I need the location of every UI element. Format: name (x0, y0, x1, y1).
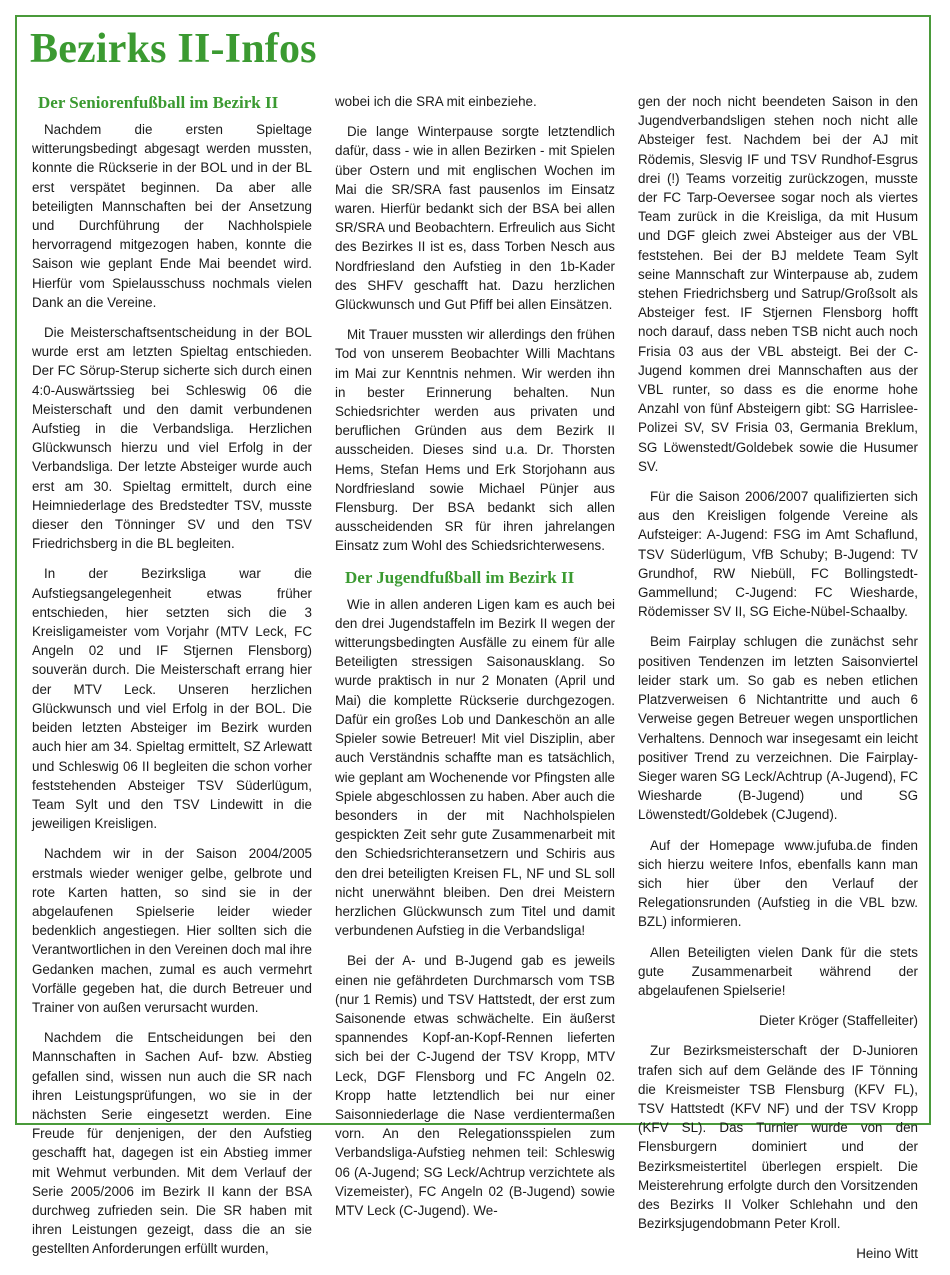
paragraph: Beim Fairplay schlugen die zunächst sehr positiven Tendenzen im letzten Saisonviertel leider stark um. So gab es neben etlichen Platzverweisen 6 Nichtantritte und auch 6 Verweise gegen Betreuer wegen unsportlichen Verhaltens. Dennoch war insegesamt ein leicht positiver Trend zu verzeichnen. Die Fairplay-Sieger waren SG Leck/Achtrup (A-Jugend), FC Wiesharde (B-Jugend) und SG Löwenstedt/Goldebek (CJugend). (638, 634, 918, 823)
paragraph: Bei der A- und B-Jugend gab es jeweils einen nie gefährdeten Durchmarsch vom TSB (nur 1 Remis) und TSV Hattstedt, der erst zum Saisonende etwas schwächelte. Ein äußerst spannendes Kopf-an-Kopf-Rennen lieferten sich bei der C-Jugend der TSV Kropp, MTV Leck, DGF Flensborg und FC Angeln 02. Kropp hatte letztendlich bei nur einer Saisonniederlage die Nase verdientermaßen vorn. An den Relegationsspielen zum Verbandsliga-Aufstieg nehmen teil: Schleswig 06 (A-Jugend; SG Leck/Achtrup verzichtete als Vizemeister), FC Angeln 02 (B-Jugend) sowie MTV Leck (C-Jugend). We- (335, 953, 615, 1218)
paragraph: Die lange Winterpause sorgte letztendlich dafür, dass - wie in allen Bezirken - mit Spielen über Ostern und mit englischen Wochen im Mai die SR/SRA fast pausenlos im Einsatz waren. Hierfür bedankt sich der BSA bei allen SR/SRA und Beobachtern. Erfreulich aus Sicht des Bezirkes II ist es, dass Torben Nesch aus Nordfriesland den Aufstieg in den 1b-Kader des SHFV geschafft hat. Dazu herzlichen Glückwunsch und Gut Pfiff bei allen Einsätzen. (335, 124, 615, 313)
paragraph: Auf der Homepage www.jufuba.de finden sich hierzu weitere Infos, ebenfalls kann man sich hier über den Verlauf der Relegationsrunden (Aufstieg in die VBL bzw. BZL) informieren. (638, 837, 918, 930)
paragraph: Allen Beteiligten vielen Dank für die stets gute Zusammenarbeit während der abgelaufenen Spielserie! (638, 944, 918, 998)
column-2 (335, 92, 615, 1231)
page-title: Bezirks II-Infos (30, 26, 317, 72)
author-signature: Dieter Kröger (Staffelleiter) (758, 1013, 918, 1029)
section-heading-senioren: Der Seniorenfußball im Bezirk II (38, 93, 279, 112)
paragraph: Nachdem wir in der Saison 2004/2005 erstmals wieder weniger gelbe, gelbrote und rote Karten hatten, so sind sie in der abgelaufenen Spielserie leider wieder bedenklich angestiegen. Hier sollten sich die Verantwortlichen in den Vereinen doch mal ihre Gedanken machen, zumal es auch vermehrt Vorfälle gegeben hat, die durch Betreuer und Trainer von außen verursacht wurden. (32, 846, 312, 1015)
paragraph: In der Bezirksliga war die Aufstiegsangelegenheit etwas früher entschieden, hier setzten sich die 3 Kreisligameister vom Vorjahr (MTV Leck, FC Angeln 02 und IF Stjernen Flensborg) souverän durch. Die Meisterschaft errang hier der MTV Leck. Unseren herzlichen Glückwunsch und viel Erfolg in der BOL. Die beiden letzten Absteiger im Bezirk wurden auch hier am 34. Spieltag ermittelt, SZ Arlewatt und Schleswig 06 II begleiten die schon vorher feststehenden Absteiger TSV Süderlügum, Team Sylt und den TSV Lindewitt in die jeweiligen Kreisligen. (32, 566, 312, 832)
paragraph: wobei ich die SRA mit einbeziehe. (335, 94, 537, 109)
column-3 (638, 92, 918, 1275)
paragraph: gen der noch nicht beendeten Saison in den Jugendverbandsligen stehen noch nicht alle Absteiger fest. Nachdem bei der AJ mit Rödemis, Slesvig IF und TSV Rundhof-Esgrus drei (!) Teams vorzeitig zurückzogen, musste der FC Tarp-Oeversee sogar noch als viertes Team zurück in die Kreisliga, da mit Husum und DGF gleich zwei Absteiger aus der VBL feststehen. Bei der BJ meldete Team Sylt seine Mannschaft zur Winterpause ab, zudem stehen Friedrichsberg und Satrup/Großsolt als Absteiger fest. IF Stjernen Flensborg hofft noch darauf, dass neben TSB nicht auch noch Frisia 03 aus der VBL absteigt. Bei der C-Jugend kommen drei Mannschaften aus der VBL runter, so dass es die enorme hohe Anzahl von fünf Absteigern gibt: SG Harrislee-Polizei SV, SV Frisia 03, Germania Breklum, SG Löwenstedt/Goldebek sowie die Husumer SV. (638, 94, 918, 474)
paragraph: Wie in allen anderen Ligen kam es auch bei den drei Jugendstaffeln im Bezirk II wegen der witterungsbedingten Ausfälle zu einem für alle Beteiligten stressigen Saisonausklang. So wurde praktisch in nur 2 Monaten (April und Mai) die komplette Rückserie durchgezogen. Dafür ein großes Lob und Dankeschön an alle Spieler sowie Betreuer! Mit viel Disziplin, aber auch Verständnis schaffte man es tatsächlich, wie geplant am Wochenende vor Pfingsten alle Spiele abgeschlossen zu haben. Aber auch die besonders in der mit Nachholspielen gespickten Zeit sehr gute Zusammenarbeit mit den Schiedsrichteransetzern und Schiris aus den drei beteiligten Kreisen FL, NF und SL soll nicht unerwähnt bleiben. Den drei Meistern herzlichen Glückwunsch zum Titel und damit verbundenen Aufstieg in die Verbandsliga! (335, 596, 615, 939)
paragraph: Nachdem die ersten Spieltage witterungsbedingt abgesagt werden mussten, konnte die Rückserie in der BOL und in der BL erst verspätet beginnen. Da aber alle beteiligten Mannschaften bei der Ansetzung und Durchführung der Nachholspiele hervorragend mitgezogen haben, konnte die Saison wie geplant Ende Mai beendet wird. Hierfür vom Spielausschuss nochmals vielen Dank an die Vereine. (32, 122, 312, 310)
paragraph: Nachdem die Entscheidungen bei den Mannschaften in Sachen Auf- bzw. Abstieg gefallen sind, wissen nun auch die SR nach ihren Leistungsprüfungen, wo sie in der nächsten Serie eingesetzt werden. Eine Freude für denjenigen, der den Aufstieg geschafft hat, dagegen ist ein Abstieg immer mit Wehmut verbunden. Mit dem Verlauf der Serie 2005/2006 im Bezirk II kann der BSA durchweg zufrieden sein. Die SR haben mit ihren Leistungen gezeigt, dass die an sie gestellten Anforderungen erfüllt wurden, (32, 1030, 312, 1257)
author-signature: Heino Witt (856, 1246, 918, 1262)
section-heading-jugend: Der Jugendfußball im Bezirk II (345, 567, 575, 587)
paragraph: Mit Trauer mussten wir allerdings den frühen Tod von unserem Beobachter Willi Machtans im Mai zur Kenntnis nehmen. Wir werden ihn in bester Erinnerung behalten. Nun Schiedsrichter werden aus privaten und beruflichen Gründen aus dem Bezirk II ausscheiden. Dieses sind u.a. Dr. Thorsten Hems, Stefan Hems und Erk Storjohann aus Nordfriesland sowie Michael Pünjer aus Flensburg. Der BSA bedankt sich allen ausscheidenden SR für ihren jahrelangen Einsatz zum Wohl des Schiedsrichterwesens. (335, 327, 615, 554)
column-1 (32, 92, 312, 1270)
paragraph: Die Meisterschaftsentscheidung in der BOL wurde erst am letzten Spieltag entschieden. Der FC Sörup-Sterup sicherte sich durch einen 4:0-Auswärtssieg bei Schleswig 06 die Meisterschaft und den damit verbundenen Aufstieg in die Verbandsliga. Herzlichen Glückwunsch hierzu und viel Erfolg in der Verbandsliga. Der letzte Absteiger wurde auch erst am 30. Spieltag ermittelt, durch eine Heimniederlage des Bredstedter TSV, musste dieser den Tönninger SV und den TSV Friedrichsberg in die BL begleiten. (32, 325, 312, 552)
paragraph: Zur Bezirksmeisterschaft der D-Junioren trafen sich auf dem Gelände des IF Tönning die Kreismeister TSB Flensburg (KFV FL), TSV Hattstedt (KFV NF) und der TSV Kropp (KFV SL). Das Turnier wurde von den Flensburgern dominiert und der Bezirksmeistertitel überlegen erspielt. Die Meisterehrung erfolgte durch den Vorsitzenden des Bezirks II Volker Schlehahn und den Bezirksjugendobmann Peter Kroll. (638, 1043, 918, 1232)
paragraph: Für die Saison 2006/2007 qualifizierten sich aus den Kreisligen folgende Vereine als Aufsteiger: A-Jugend: FSG im Amt Schaflund, TSV Süderlügum, VfB Schuby; B-Jugend: TV Grundhof, RW Niebüll, FC Bollingstedt-Gammellund; C-Jugend: FC Wiesharde, Rödemisser SV II, SG Eiche-Nübel-Schaalby. (638, 489, 918, 620)
